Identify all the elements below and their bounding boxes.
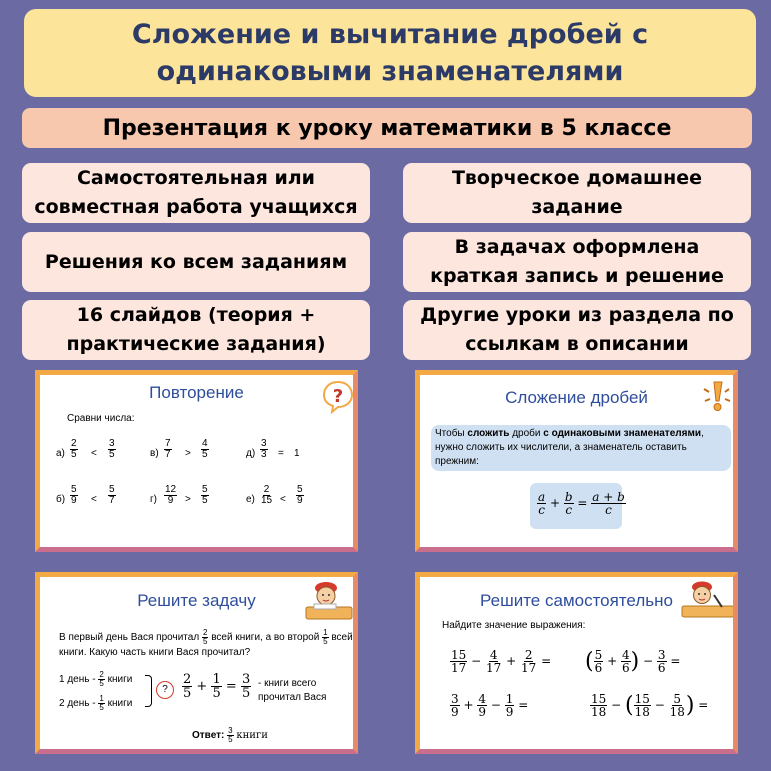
feature-left-3: 16 слайдов (теория + практические задания): [22, 300, 370, 360]
fraction: $\frac{5}{5}$: [202, 484, 208, 506]
page-title: Сложение и вычитание дробей с одинаковыми знаменателями: [24, 9, 756, 97]
fraction: $\frac{5}{9}$: [71, 484, 77, 506]
comparison-sign: >: [185, 494, 191, 505]
student-writing-icon: [680, 579, 736, 619]
feature-left-2: Решения ко всем заданиям: [22, 232, 370, 292]
comparison-label: д): [246, 448, 256, 459]
fraction: $\frac{5}{9}$: [297, 484, 303, 506]
fraction: $\frac{3}{5}$: [109, 438, 115, 460]
student-reading-icon: [302, 579, 356, 621]
comparison-sign: >: [185, 448, 191, 459]
fraction: $\frac{2}{15}$: [261, 484, 273, 506]
fraction: $\frac{4}{5}$: [202, 438, 208, 460]
expression-3: $\frac{3}{9}$ + $\frac{4}{9}$ − $\frac{1}{9}$ =: [451, 692, 529, 719]
expression-1: $\frac{15}{17}$ − $\frac{4}{17}$ + $\frac{2}{17}$ =: [451, 648, 552, 675]
brace: [145, 675, 152, 707]
slide-repetition: [35, 370, 358, 552]
day-1: 1 день - $\frac{2}{5}$ книги: [59, 670, 133, 688]
number: 1: [294, 448, 300, 459]
question-mark-icon: [322, 380, 354, 414]
problem-line-2: книги. Какую часть книги Вася прочитал?: [59, 647, 251, 658]
comparison-label: б): [56, 494, 66, 505]
expression-2: ( $\frac{5}{6}$ + $\frac{4}{6}$ ) − $\frac{3}{6}$ =: [585, 648, 681, 675]
comparison-sign: <: [280, 494, 286, 505]
problem-line-1: В первый день Вася прочитал $\frac{2}{5}$ всей книги, а во второй $\frac{1}{5}$ всей: [59, 628, 353, 646]
exclamation-icon: [700, 379, 734, 415]
slide-prompt: Найдите значение выражения:: [442, 620, 586, 631]
fraction: $\frac{7}{7}$: [165, 438, 171, 460]
slide-solve-problem: [35, 572, 358, 754]
expression-4: $\frac{15}{18}$ − ( $\frac{15}{18}$ − $\frac{5}{18}$ ) =: [591, 692, 709, 719]
comparison-sign: <: [91, 494, 97, 505]
solution-equation: $\frac{2}{5}$ + $\frac{1}{5}$ = $\frac{3}{5}$: [183, 672, 251, 701]
comparison-sign: =: [278, 448, 284, 459]
slide-prompt: Сравни числа:: [67, 413, 135, 424]
feature-right-2: В задачах оформлена краткая запись и решение: [403, 232, 751, 292]
rule-line-3: прежним:: [435, 456, 479, 467]
svg-text:?: ?: [332, 386, 344, 407]
slide-adding-fractions: [415, 370, 738, 552]
fraction: $\frac{5}{7}$: [109, 484, 115, 506]
rule-line-1: Чтобы сложить дроби с одинаковыми знаменателями,: [435, 428, 704, 439]
feature-left-1: Самостоятельная или совместная работа учащихся: [22, 163, 370, 223]
slide-heading: Сложение дробей: [505, 388, 648, 407]
feature-right-3: Другие уроки из раздела по ссылкам в описании: [403, 300, 751, 360]
comparison-label: а): [56, 448, 65, 459]
slide-solve-yourself: [415, 572, 738, 754]
feature-right-1: Творческое домашнее задание: [403, 163, 751, 223]
formula: $\frac{a}{c}$ + $\frac{b}{c}$ = $\frac{a + b}{c}$: [538, 490, 625, 517]
rule-line-2: нужно сложить их числители, а знаменатель оставить: [435, 442, 687, 453]
fraction: $\frac{3}{3}$: [261, 438, 267, 460]
comparison-label: е): [246, 494, 255, 505]
slide-heading: Повторение: [149, 383, 244, 402]
slide-heading: Решите самостоятельно: [480, 591, 673, 610]
solution-note: - книги всего прочитал Вася: [258, 678, 327, 703]
question-circle: ?: [156, 681, 174, 699]
fraction: $\frac{12}{9}$: [165, 484, 177, 506]
fraction: $\frac{2}{5}$: [71, 438, 77, 460]
day-2: 2 день - $\frac{1}{5}$ книги: [59, 694, 133, 712]
comparison-label: г): [150, 494, 157, 505]
comparison-sign: <: [91, 448, 97, 459]
answer: Ответ: $\frac{3}{5}$ книги: [192, 726, 268, 744]
slide-heading: Решите задачу: [137, 591, 256, 610]
comparison-label: в): [150, 448, 159, 459]
subtitle-banner: Презентация к уроку математики в 5 классе: [22, 108, 752, 148]
